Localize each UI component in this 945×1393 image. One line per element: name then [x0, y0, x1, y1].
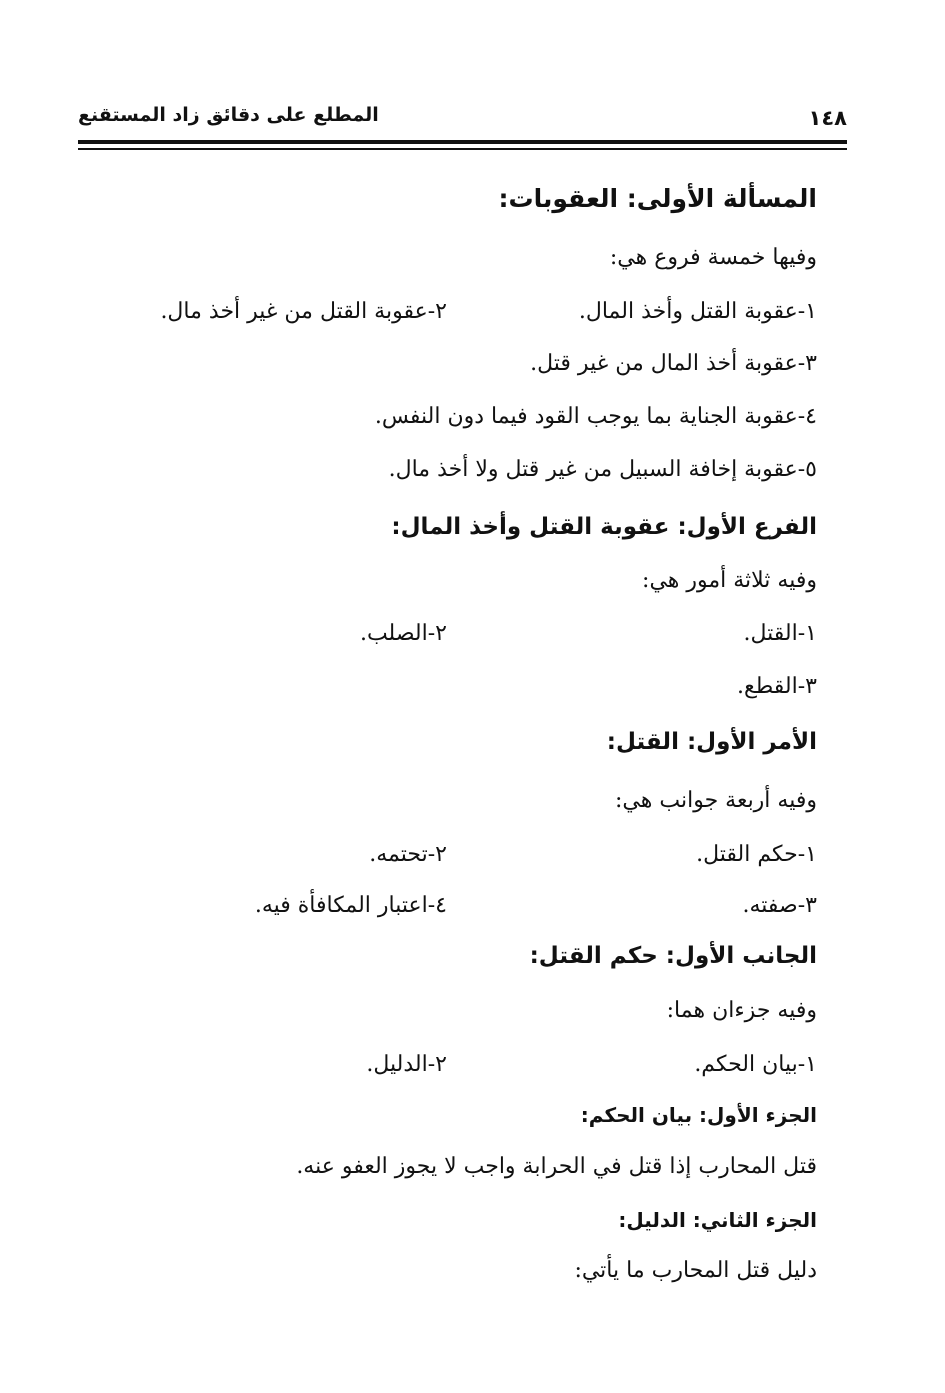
part-heading: الجزء الأول: بيان الحكم:	[580, 1103, 817, 1127]
list-item: ١-عقوبة القتل وأخذ المال.	[578, 299, 817, 324]
list-item: ٢-الدليل.	[366, 1052, 447, 1077]
running-title: المطلع على دقائق زاد المستقنع	[78, 104, 379, 126]
matter-heading: الأمر الأول: القتل:	[606, 729, 817, 755]
list-item: ٣-صفته.	[742, 893, 817, 918]
list-row	[120, 619, 817, 649]
list-row	[120, 297, 817, 327]
list-item: ٢-الصلب.	[359, 621, 447, 646]
header-rule-thin	[78, 148, 847, 150]
list-item: ٤-عقوبة الجناية بما يوجب القود فيما دون النفس.	[374, 404, 817, 429]
running-header	[78, 100, 847, 136]
part-heading: الجزء الثاني: الدليل:	[618, 1208, 817, 1232]
intro-five-branches: وفيها خمسة فروع هي:	[609, 245, 817, 270]
intro-two-parts: وفيه جزءان هما:	[666, 998, 817, 1023]
list-row	[120, 840, 817, 870]
paragraph: قتل المحارب إذا قتل في الحرابة واجب لا يجوز العفو عنه.	[296, 1154, 817, 1179]
header-rule-thick	[78, 140, 847, 144]
list-item: ٣-عقوبة أخذ المال من غير قتل.	[530, 351, 817, 376]
branch-heading: الفرع الأول: عقوبة القتل وأخذ المال:	[391, 514, 817, 540]
paragraph: دليل قتل المحارب ما يأتي:	[574, 1258, 817, 1283]
intro-four-aspects: وفيه أربعة جوانب هي:	[615, 788, 817, 813]
intro-three-matters: وفيه ثلاثة أمور هي:	[642, 568, 817, 593]
list-item: ١-القتل.	[743, 621, 817, 646]
list-item: ١-حكم القتل.	[696, 842, 817, 867]
issue-heading: المسألة الأولى: العقوبات:	[498, 184, 817, 213]
list-item: ٢-تحتمه.	[369, 842, 447, 867]
list-row	[120, 1050, 817, 1080]
list-item: ١-بيان الحكم.	[694, 1052, 817, 1077]
aspect-heading: الجانب الأول: حكم القتل:	[529, 943, 817, 969]
page-number: ١٤٨	[808, 106, 847, 130]
list-row	[120, 891, 817, 921]
list-item: ٥-عقوبة إخافة السبيل من غير قتل ولا أخذ مال.	[388, 457, 817, 482]
list-item: ٤-اعتبار المكافأة فيه.	[254, 893, 447, 918]
list-item: ٣-القطع.	[737, 674, 817, 699]
list-item: ٢-عقوبة القتل من غير أخذ مال.	[160, 299, 447, 324]
